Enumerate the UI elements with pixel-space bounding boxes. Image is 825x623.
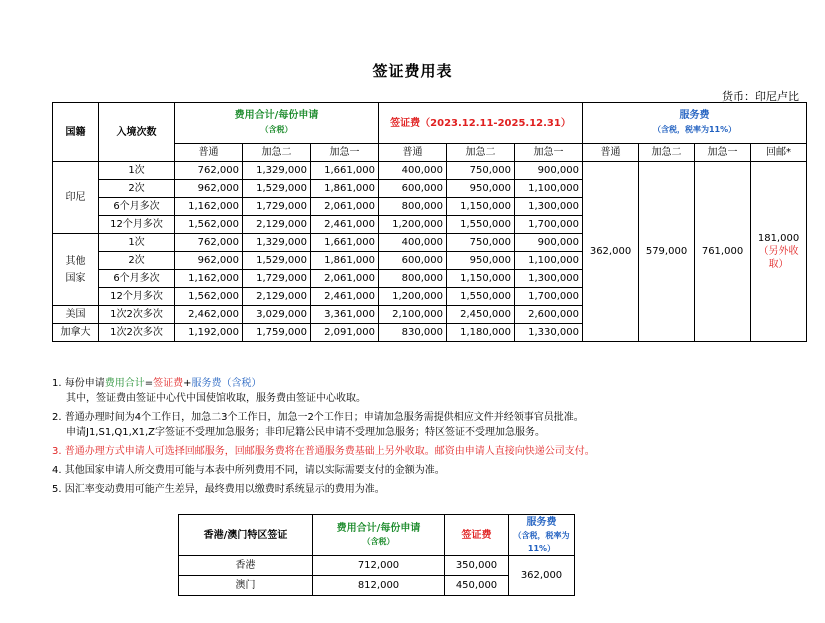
entry-cell: 2次: [99, 180, 175, 198]
service-fee-urgent2: 579,000: [639, 162, 695, 342]
fee-cell: 2,461,000: [311, 216, 379, 234]
entry-cell: 12个月多次: [99, 288, 175, 306]
fee-cell: 1,529,000: [243, 252, 311, 270]
macau-row-total: 812,000: [313, 576, 445, 596]
fee-cell: 2,129,000: [243, 216, 311, 234]
header-entries: 入境次数: [99, 103, 175, 162]
header-col-0: 普通: [175, 144, 243, 162]
nationality-cell: 美国: [53, 306, 99, 324]
header-col-5: 加急一: [515, 144, 583, 162]
fee-cell: 1,661,000: [311, 162, 379, 180]
note-2: 2. 普通办理时间为4个工作日，加急二3个工作日，加急一2个工作日；申请加急服务需提供相应文件并经领事官员批准。: [52, 412, 584, 423]
hk-row-total: 712,000: [313, 556, 445, 576]
service-fee-normal: 362,000: [583, 162, 639, 342]
hk-row: [179, 556, 575, 576]
fee-cell: 1,700,000: [515, 216, 583, 234]
fee-cell: 1,150,000: [447, 270, 515, 288]
fee-cell: 750,000: [447, 162, 515, 180]
entry-cell: 6个月多次: [99, 198, 175, 216]
fee-cell: 400,000: [379, 162, 447, 180]
fee-cell: 750,000: [447, 234, 515, 252]
hk-macau-fee-table: [178, 514, 575, 596]
fee-cell: 2,061,000: [311, 198, 379, 216]
fee-cell: 1,550,000: [447, 288, 515, 306]
header-visa-fee: 签证费（2023.12.11-2025.12.31）: [379, 103, 583, 144]
entry-cell: 1次: [99, 162, 175, 180]
hk-header-region: 香港/澳门特区签证: [179, 515, 313, 556]
notes: [52, 376, 595, 497]
fee-cell: 1,150,000: [447, 198, 515, 216]
fee-cell: 1,192,000: [175, 324, 243, 342]
fee-cell: 1,100,000: [515, 180, 583, 198]
fee-cell: 600,000: [379, 180, 447, 198]
fee-cell: 1,661,000: [311, 234, 379, 252]
fee-cell: 1,330,000: [515, 324, 583, 342]
fee-cell: 400,000: [379, 234, 447, 252]
macau-row-visa: 450,000: [445, 576, 509, 596]
fee-cell: 600,000: [379, 252, 447, 270]
note-2-detail: 申请J1,S1,Q1,X1,Z字签证不受理加急服务；非印尼籍公民申请不受理加急服务；特区签证不受理加急服务。: [66, 427, 546, 438]
note-3: 3. 普通办理方式申请人可选择回邮服务，回邮服务费将在普通服务费基础上另外收取。邮资由申请人直接向快递公司支付。: [52, 446, 595, 457]
nationality-cell: 其他 国家: [53, 234, 99, 306]
fee-cell: 1,200,000: [379, 216, 447, 234]
service-fee-urgent1: 761,000: [695, 162, 751, 342]
nationality-cell: 印尼: [53, 162, 99, 234]
visa-fee-table: [52, 102, 807, 342]
page-title: 签证费用表: [372, 62, 453, 80]
fee-cell: 800,000: [379, 198, 447, 216]
header-col-2: 加急一: [311, 144, 379, 162]
entry-cell: 6个月多次: [99, 270, 175, 288]
fee-cell: 900,000: [515, 162, 583, 180]
entry-cell: 2次: [99, 252, 175, 270]
note-5: 5. 因汇率变动费用可能产生差异，最终费用以缴费时系统显示的费用为准。: [52, 484, 385, 495]
currency-label: 货币：印尼卢比: [722, 90, 799, 103]
fee-cell: 2,129,000: [243, 288, 311, 306]
fee-cell: 950,000: [447, 180, 515, 198]
fee-cell: 3,361,000: [311, 306, 379, 324]
header-col-4: 加急二: [447, 144, 515, 162]
fee-cell: 1,700,000: [515, 288, 583, 306]
fee-cell: 2,461,000: [311, 288, 379, 306]
fee-cell: 2,600,000: [515, 306, 583, 324]
hk-header-total: 费用合计/每份申请 （含税）: [313, 515, 445, 556]
fee-cell: 1,562,000: [175, 216, 243, 234]
header-col-8: 加急一: [695, 144, 751, 162]
service-fee-mail: 181,000 （另外收取）: [751, 162, 807, 342]
hk-row-name: 香港: [179, 556, 313, 576]
fee-cell: 950,000: [447, 252, 515, 270]
hk-header-row: [179, 515, 575, 556]
fee-cell: 830,000: [379, 324, 447, 342]
fee-cell: 1,550,000: [447, 216, 515, 234]
fee-cell: 1,529,000: [243, 180, 311, 198]
fee-cell: 1,329,000: [243, 162, 311, 180]
macau-row-name: 澳门: [179, 576, 313, 596]
fee-cell: 2,450,000: [447, 306, 515, 324]
fee-cell: 1,562,000: [175, 288, 243, 306]
fee-cell: 1,300,000: [515, 198, 583, 216]
fee-cell: 2,100,000: [379, 306, 447, 324]
fee-cell: 2,061,000: [311, 270, 379, 288]
fee-cell: 1,729,000: [243, 198, 311, 216]
fee-cell: 762,000: [175, 234, 243, 252]
header-col-3: 普通: [379, 144, 447, 162]
header-row-1: [53, 103, 807, 144]
fee-cell: 1,162,000: [175, 270, 243, 288]
fee-cell: 1,329,000: [243, 234, 311, 252]
fee-cell: 2,462,000: [175, 306, 243, 324]
fee-cell: 1,729,000: [243, 270, 311, 288]
entry-cell: 12个月多次: [99, 216, 175, 234]
header-nationality: 国籍: [53, 103, 99, 162]
hk-service-value: 362,000: [509, 556, 575, 596]
entry-cell: 1次2次多次: [99, 324, 175, 342]
fee-cell: 1,180,000: [447, 324, 515, 342]
fee-cell: 900,000: [515, 234, 583, 252]
entry-cell: 1次: [99, 234, 175, 252]
hk-header-visa: 签证费: [445, 515, 509, 556]
nationality-cell: 加拿大: [53, 324, 99, 342]
fee-cell: 962,000: [175, 252, 243, 270]
hk-header-service: 服务费 （含税，税率为11%）: [509, 515, 575, 556]
header-col-9: 回邮*: [751, 144, 807, 162]
fee-cell: 3,029,000: [243, 306, 311, 324]
table-row: [53, 162, 807, 180]
header-service-fee: 服务费 （含税，税率为11%）: [583, 103, 807, 144]
fee-cell: 1,861,000: [311, 180, 379, 198]
fee-cell: 1,200,000: [379, 288, 447, 306]
note-1-detail: 其中，签证费由签证中心代中国使馆收取，服务费由签证中心收取。: [66, 393, 366, 404]
hk-row-visa: 350,000: [445, 556, 509, 576]
fee-cell: 1,759,000: [243, 324, 311, 342]
note-4: 4. 其他国家申请人所交费用可能与本表中所列费用不同，请以实际需要支付的金额为准。: [52, 465, 445, 476]
fee-cell: 800,000: [379, 270, 447, 288]
fee-cell: 1,300,000: [515, 270, 583, 288]
header-col-6: 普通: [583, 144, 639, 162]
header-col-7: 加急二: [639, 144, 695, 162]
fee-cell: 962,000: [175, 180, 243, 198]
fee-cell: 1,162,000: [175, 198, 243, 216]
header-col-1: 加急二: [243, 144, 311, 162]
fee-cell: 1,861,000: [311, 252, 379, 270]
note-1: 1. 每份申请费用合计=签证费+服务费（含税）: [52, 378, 262, 389]
fee-cell: 2,091,000: [311, 324, 379, 342]
entry-cell: 1次2次多次: [99, 306, 175, 324]
header-total: 费用合计/每份申请 （含税）: [175, 103, 379, 144]
fee-cell: 762,000: [175, 162, 243, 180]
fee-cell: 1,100,000: [515, 252, 583, 270]
